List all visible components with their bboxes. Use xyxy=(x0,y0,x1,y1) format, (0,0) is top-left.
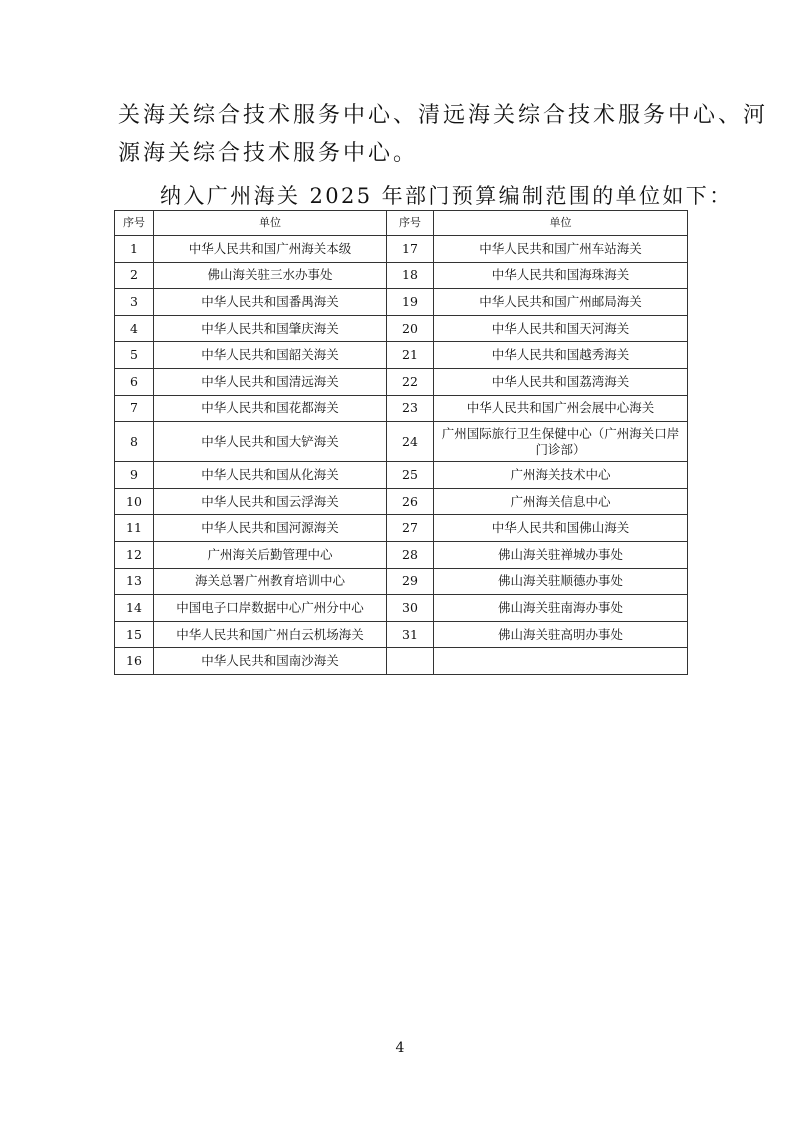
table-row xyxy=(115,395,688,422)
serial-right: 27 xyxy=(387,515,434,542)
table-row xyxy=(115,621,688,648)
unit-right: 佛山海关驻高明办事处 xyxy=(434,621,688,648)
table-row xyxy=(115,289,688,316)
unit-right: 中华人民共和国海珠海关 xyxy=(434,262,688,289)
table-row xyxy=(115,315,688,342)
serial-right: 18 xyxy=(387,262,434,289)
unit-right xyxy=(434,648,688,675)
unit-left: 中华人民共和国广州白云机场海关 xyxy=(154,621,387,648)
header-unit-left: 单位 xyxy=(154,211,387,236)
unit-right: 广州海关信息中心 xyxy=(434,488,688,515)
serial-left: 2 xyxy=(115,262,154,289)
table-row xyxy=(115,368,688,395)
unit-right: 佛山海关驻顺德办事处 xyxy=(434,568,688,595)
serial-right: 22 xyxy=(387,368,434,395)
serial-right: 21 xyxy=(387,342,434,369)
serial-right: 25 xyxy=(387,462,434,489)
serial-right: 17 xyxy=(387,236,434,263)
serial-left: 12 xyxy=(115,541,154,568)
table-row xyxy=(115,342,688,369)
unit-left: 中华人民共和国从化海关 xyxy=(154,462,387,489)
serial-right: 28 xyxy=(387,541,434,568)
unit-right: 佛山海关驻禅城办事处 xyxy=(434,541,688,568)
unit-left: 中华人民共和国肇庆海关 xyxy=(154,315,387,342)
unit-left: 中国电子口岸数据中心广州分中心 xyxy=(154,595,387,622)
table-heading: 纳入广州海关 2025 年部门预算编制范围的单位如下： xyxy=(160,184,733,208)
body-paragraph-line-2: 源海关综合技术服务中心。 xyxy=(118,141,419,166)
unit-right: 中华人民共和国佛山海关 xyxy=(434,515,688,542)
header-serial-right: 序号 xyxy=(387,211,434,236)
unit-left: 中华人民共和国韶关海关 xyxy=(154,342,387,369)
table-row xyxy=(115,595,688,622)
unit-left: 中华人民共和国花都海关 xyxy=(154,395,387,422)
serial-left: 15 xyxy=(115,621,154,648)
serial-left: 13 xyxy=(115,568,154,595)
unit-left: 中华人民共和国清远海关 xyxy=(154,368,387,395)
unit-left: 海关总署广州教育培训中心 xyxy=(154,568,387,595)
table-row xyxy=(115,488,688,515)
serial-right: 30 xyxy=(387,595,434,622)
serial-left: 10 xyxy=(115,488,154,515)
table-header-row xyxy=(115,211,688,236)
unit-right: 中华人民共和国荔湾海关 xyxy=(434,368,688,395)
unit-left: 中华人民共和国大铲海关 xyxy=(154,422,387,462)
unit-left: 中华人民共和国南沙海关 xyxy=(154,648,387,675)
serial-left: 7 xyxy=(115,395,154,422)
serial-left: 9 xyxy=(115,462,154,489)
unit-right: 中华人民共和国广州车站海关 xyxy=(434,236,688,263)
unit-right: 中华人民共和国广州会展中心海关 xyxy=(434,395,688,422)
serial-right: 26 xyxy=(387,488,434,515)
serial-left: 11 xyxy=(115,515,154,542)
unit-left: 中华人民共和国河源海关 xyxy=(154,515,387,542)
unit-left: 中华人民共和国广州海关本级 xyxy=(154,236,387,263)
serial-right: 20 xyxy=(387,315,434,342)
table-row xyxy=(115,648,688,675)
serial-right: 31 xyxy=(387,621,434,648)
unit-left: 佛山海关驻三水办事处 xyxy=(154,262,387,289)
serial-left: 14 xyxy=(115,595,154,622)
table-row xyxy=(115,262,688,289)
table-row xyxy=(115,515,688,542)
page-number: 4 xyxy=(395,1040,405,1056)
serial-right: 24 xyxy=(387,422,434,462)
unit-right: 广州海关技术中心 xyxy=(434,462,688,489)
unit-left: 中华人民共和国云浮海关 xyxy=(154,488,387,515)
serial-left: 6 xyxy=(115,368,154,395)
unit-right: 中华人民共和国天河海关 xyxy=(434,315,688,342)
serial-left: 5 xyxy=(115,342,154,369)
table-row xyxy=(115,236,688,263)
serial-right: 29 xyxy=(387,568,434,595)
serial-left: 1 xyxy=(115,236,154,263)
serial-right: 19 xyxy=(387,289,434,316)
serial-left: 4 xyxy=(115,315,154,342)
unit-right: 佛山海关驻南海办事处 xyxy=(434,595,688,622)
serial-left: 8 xyxy=(115,422,154,462)
body-paragraph-line-1: 关海关综合技术服务中心、清远海关综合技术服务中心、河 xyxy=(118,103,769,128)
unit-table xyxy=(114,210,688,675)
header-unit-right: 单位 xyxy=(434,211,688,236)
serial-right xyxy=(387,648,434,675)
table-row xyxy=(115,462,688,489)
unit-right: 中华人民共和国越秀海关 xyxy=(434,342,688,369)
table-row xyxy=(115,568,688,595)
header-serial-left: 序号 xyxy=(115,211,154,236)
serial-left: 16 xyxy=(115,648,154,675)
table-row xyxy=(115,541,688,568)
unit-left: 中华人民共和国番禺海关 xyxy=(154,289,387,316)
serial-left: 3 xyxy=(115,289,154,316)
table-row xyxy=(115,422,688,462)
unit-left: 广州海关后勤管理中心 xyxy=(154,541,387,568)
unit-right: 中华人民共和国广州邮局海关 xyxy=(434,289,688,316)
serial-right: 23 xyxy=(387,395,434,422)
unit-right: 广州国际旅行卫生保健中心（广州海关口岸门诊部） xyxy=(434,422,688,462)
